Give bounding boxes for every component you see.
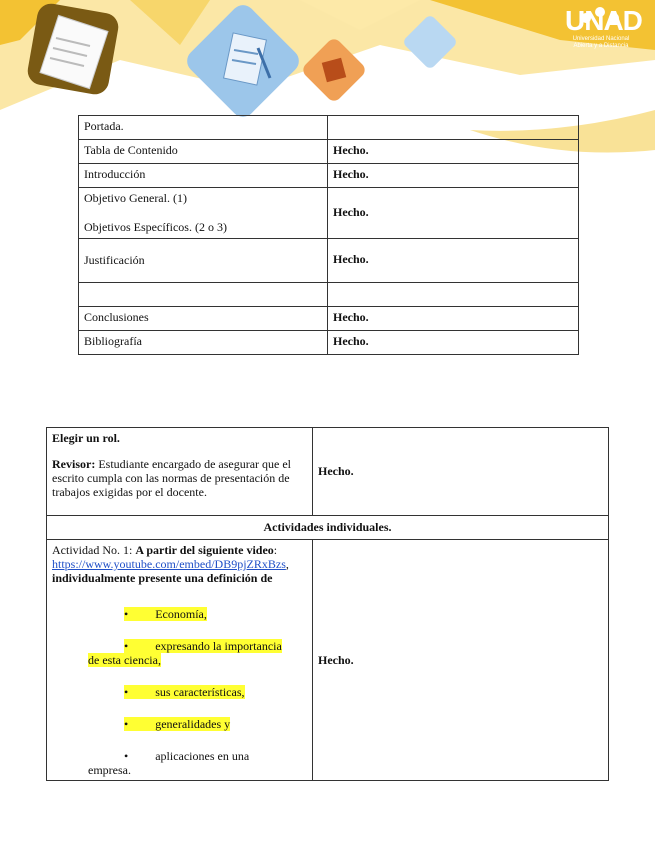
video-link[interactable]: https://www.youtube.com/embed/DB9pjZRxBzs [52,557,286,571]
table-row [79,307,579,331]
table-row [79,164,579,188]
bullet-text: Economía, [155,607,207,621]
activities-table [46,427,609,781]
activity-colon: : [273,543,278,557]
checklist-status: Hecho. [328,164,579,188]
checklist-status: Hecho. [328,239,579,283]
activity-rest: individualmente presente una definición de [52,571,273,585]
bullet-item [52,717,307,731]
role-cell [47,428,313,516]
bullet-highlight: • sus características, [124,685,245,699]
bullet-text: aplicaciones en una [155,749,250,763]
activity-comma: , [285,557,289,571]
bullet-highlight: • expresando la importancia [124,639,282,653]
checklist-status: Hecho. [328,307,579,331]
table-row [47,540,609,781]
table-row [79,331,579,355]
bullet-item-continuation: empresa. [88,763,131,777]
table-row [47,428,609,516]
checklist-status: Hecho. [328,140,579,164]
checklist-item [79,283,328,307]
activity-cell [47,540,313,781]
table-row [79,188,579,239]
checklist-item-line: Objetivo General. (1) [84,191,187,205]
logo-subtitle: Abierta y a Distancia [573,43,629,49]
checklist-item-line: Objetivos Específicos. (2 o 3) [84,220,227,234]
bullet-item [52,607,307,621]
checklist-item: Justificación [79,239,328,283]
bullet-item [52,639,307,653]
role-status: Hecho. [313,428,609,516]
activity-prefix: Actividad No. 1: [52,543,136,557]
section-header: Actividades individuales. [47,516,609,540]
bullet-highlight: • generalidades y [124,717,231,731]
role-description [52,457,307,499]
checklist-table [78,115,579,355]
checklist-item: Bibliografía [79,331,328,355]
role-label: Revisor: [52,457,96,471]
checklist-item [79,188,328,239]
checklist-status [328,283,579,307]
checklist-item: Conclusiones [79,307,328,331]
activity-bold: A partir del siguiente video [135,543,274,557]
role-text: Estudiante encargado de asegurar que el escrito cumpla con las normas de presentación de trabajos exigidas por el docente. [52,457,292,499]
activity-status: Hecho. [313,540,609,781]
unad-logo-text [565,5,642,50]
table-row [47,516,609,540]
checklist-status: Hecho. [328,188,579,239]
bullet-text: generalidades y [155,717,231,731]
bullet-item: • aplicaciones en una [124,749,250,763]
table-row [79,283,579,307]
bullet-item-continuation [52,653,307,667]
checklist-item: Introducción [79,164,328,188]
table-row [79,140,579,164]
logo-subtitle: Universidad Nacional [572,36,630,42]
activity-intro [52,543,307,585]
bullet-text: expresando la importancia [155,639,282,653]
table-row [79,116,579,140]
checklist-status [328,116,579,140]
bullet-text: sus características, [155,685,245,699]
logo-word: UNAD [565,5,642,36]
role-title: Elegir un rol. [52,431,120,445]
checklist-item: Portada. [79,116,328,140]
table-row [79,239,579,283]
bullet-highlight: • Economía, [124,607,207,621]
checklist-item: Tabla de Contenido [79,140,328,164]
checklist-status: Hecho. [328,331,579,355]
bullet-text: de esta ciencia, [88,653,161,667]
notepad-icon [26,2,121,97]
bullet-item [52,685,307,699]
